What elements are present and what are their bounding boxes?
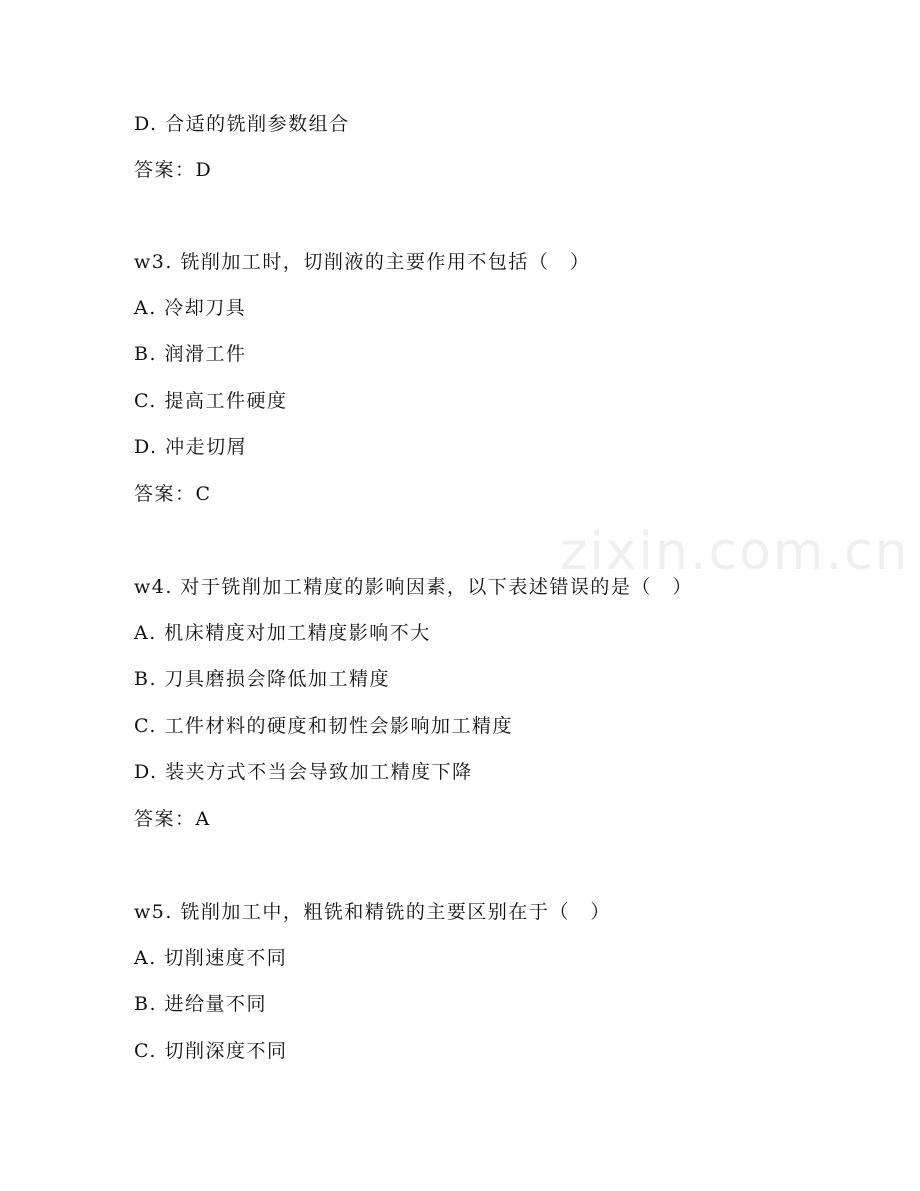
question-4-option-b: B. 刀具磨损会降低加工精度 — [134, 668, 391, 690]
answer-prev: 答案：D — [134, 159, 213, 181]
question-4-answer: 答案：A — [134, 808, 211, 830]
question-3-option-a: A. 冷却刀具 — [134, 297, 247, 319]
question-3-answer: 答案：C — [134, 483, 212, 505]
question-4-option-c: C. 工件材料的硬度和韧性会影响加工精度 — [134, 715, 513, 737]
question-3-option-d: D. 冲走切屑 — [134, 436, 248, 458]
question-5-stem: w5. 铣削加工中，粗铣和精铣的主要区别在于（ ） — [134, 901, 611, 923]
question-4-stem: w4. 对于铣削加工精度的影响因素，以下表述错误的是（ ） — [134, 576, 693, 598]
question-5-option-a: A. 切削速度不同 — [134, 947, 288, 969]
option-d-prev: D. 合适的铣削参数组合 — [134, 113, 350, 135]
question-5-option-c: C. 切削深度不同 — [134, 1040, 288, 1062]
question-5-option-b: B. 进给量不同 — [134, 993, 268, 1015]
question-3-option-c: C. 提高工件硬度 — [134, 390, 288, 412]
question-4-option-a: A. 机床精度对加工精度影响不大 — [134, 622, 431, 644]
question-4-option-d: D. 装夹方式不当会导致加工精度下降 — [134, 761, 473, 783]
question-3-stem: w3. 铣削加工时，切削液的主要作用不包括（ ） — [134, 251, 591, 273]
watermark: zixin.com.cn — [560, 522, 910, 582]
question-3-option-b: B. 润滑工件 — [134, 343, 247, 365]
